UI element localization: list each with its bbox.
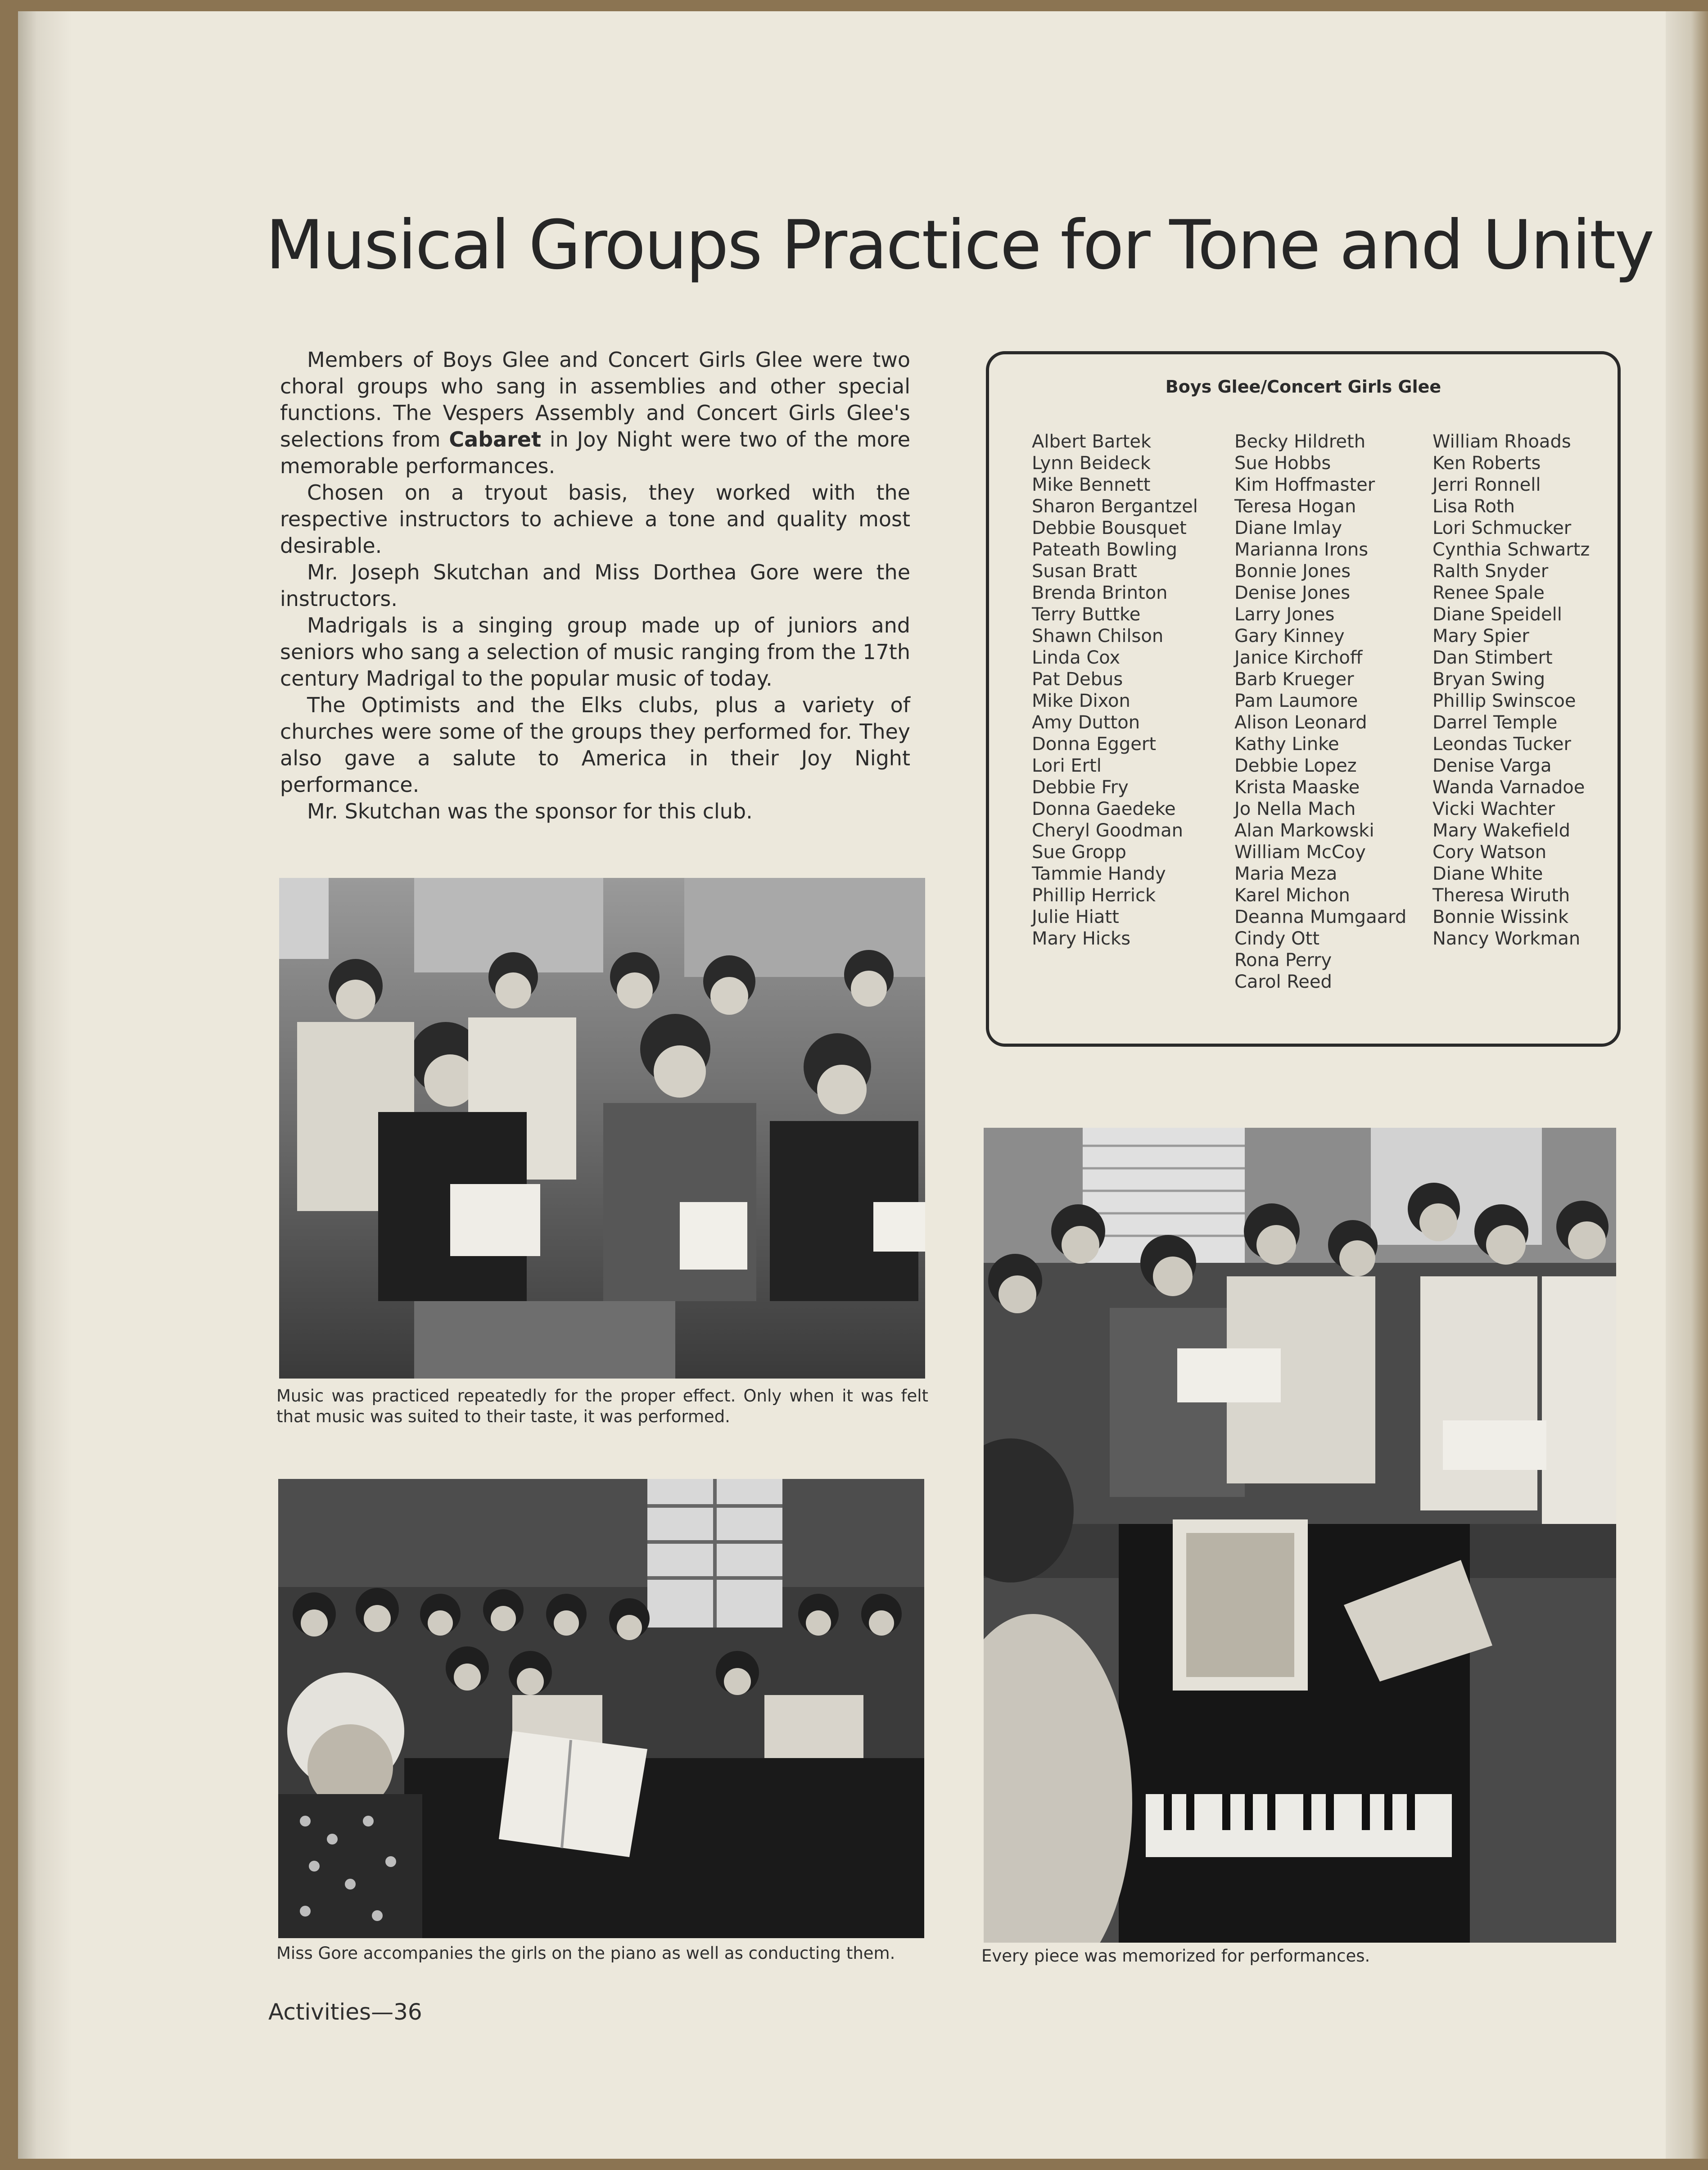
roster-name: Denise Jones	[1234, 583, 1351, 603]
caption-photo-2: Miss Gore accompanies the girls on the piano as well as conducting them.	[276, 1944, 895, 1963]
roster-name: Bonnie Wissink	[1432, 907, 1569, 927]
roster-name: Lisa Roth	[1432, 496, 1515, 517]
roster-name: Shawn Chilson	[1032, 626, 1164, 646]
roster-name: Nancy Workman	[1432, 928, 1581, 949]
page-folio: Activities—36	[268, 1999, 422, 2025]
roster-name: Diane White	[1432, 863, 1543, 884]
roster-name: Darrel Temple	[1432, 712, 1558, 733]
roster-name: Cynthia Schwartz	[1432, 539, 1590, 560]
roster-name: Cory Watson	[1432, 842, 1547, 863]
photo-girls-piano	[278, 1479, 924, 1938]
roster-name: Teresa Hogan	[1234, 496, 1356, 517]
paragraph-1: Members of Boys Glee and Concert Girls Glee were two choral groups who sang in assemblies and other special functions. The Vespers Assembly and Concert Girls Glee's selections from Cabaret in Joy Night were two of the more memorable performances.	[280, 348, 911, 478]
roster-name: Kathy Linke	[1234, 734, 1339, 755]
roster-name: Krista Maaske	[1234, 777, 1360, 798]
caption-photo-3: Every piece was memorized for performances.	[981, 1946, 1370, 1966]
paragraph-6: Mr. Skutchan was the sponsor for this club.	[307, 799, 753, 823]
roster-name: Pat Debus	[1032, 669, 1123, 690]
roster-name: Bryan Swing	[1432, 669, 1545, 690]
roster-name: Linda Cox	[1032, 647, 1121, 668]
roster-name: William Rhoads	[1432, 431, 1571, 452]
paragraph-3: Mr. Joseph Skutchan and Miss Dorthea Gore were the instructors.	[280, 560, 910, 611]
roster-name: Mary Wakefield	[1432, 820, 1571, 841]
roster-title: Boys Glee/Concert Girls Glee	[1165, 377, 1441, 397]
paragraph-4: Madrigals is a singing group made up of juniors and seniors who sang a selection of music ranging from the 17th century Madrigal to the popular music of today.	[280, 613, 910, 691]
roster-name: Sharon Bergantzel	[1032, 496, 1198, 517]
roster-name: Lori Schmucker	[1432, 518, 1572, 538]
paragraph-2: Chosen on a tryout basis, they worked with the respective instructors to achieve a tone and quality most desirable.	[280, 480, 910, 558]
roster-name: Dan Stimbert	[1432, 647, 1553, 668]
roster-name: Ralth Snyder	[1432, 561, 1549, 582]
roster-name: Gary Kinney	[1234, 626, 1345, 646]
roster-name: Denise Varga	[1432, 755, 1552, 776]
roster-name: Larry Jones	[1234, 604, 1335, 625]
roster-name: Alan Markowski	[1234, 820, 1374, 841]
roster-name: Kim Hoffmaster	[1234, 475, 1375, 495]
roster-name: Phillip Herrick	[1032, 885, 1156, 906]
roster-name: Amy Dutton	[1032, 712, 1140, 733]
page-title: Musical Groups Practice for Tone and Unity	[266, 206, 1654, 285]
caption-photo-1: Music was practiced repeatedly for the proper effect. Only when it was felt that music was suited to their taste, it was performed.	[276, 1386, 928, 1426]
roster-name: Diane Imlay	[1234, 518, 1342, 538]
roster-name: Carol Reed	[1234, 972, 1332, 992]
roster-name: Lori Ertl	[1032, 755, 1102, 776]
page-edge	[1666, 11, 1708, 2159]
cabaret-bold: Cabaret	[449, 427, 542, 452]
roster-name: Bonnie Jones	[1234, 561, 1351, 582]
roster-name: Maria Meza	[1234, 863, 1337, 884]
paragraph-5: The Optimists and the Elks clubs, plus a variety of churches were some of the groups they performed for. They also gave a salute to America in their Joy Night performance.	[280, 693, 910, 797]
photo-boys-at-piano	[984, 1128, 1616, 1943]
roster-column-1	[1032, 431, 1198, 949]
roster-name: Brenda Brinton	[1032, 583, 1168, 603]
roster-name: Janice Kirchoff	[1234, 647, 1363, 668]
roster-name: Tammie Handy	[1032, 863, 1166, 884]
roster-column-3	[1432, 431, 1590, 949]
roster-name: Donna Eggert	[1032, 734, 1156, 755]
roster-name: Albert Bartek	[1032, 431, 1152, 452]
article-body	[280, 347, 910, 825]
roster-name: Mary Spier	[1432, 626, 1529, 646]
page-binding	[18, 11, 72, 2159]
roster-name: Karel Michon	[1234, 885, 1350, 906]
roster-name: Phillip Swinscoe	[1432, 691, 1576, 711]
roster-name: Donna Gaedeke	[1032, 799, 1176, 819]
roster-name: Becky Hildreth	[1234, 431, 1366, 452]
roster-name: Terry Buttke	[1032, 604, 1141, 625]
roster-name: Vicki Wachter	[1432, 799, 1555, 819]
roster-name: Susan Bratt	[1032, 561, 1137, 582]
roster-name: William McCoy	[1234, 842, 1366, 863]
roster-name: Debbie Fry	[1032, 777, 1129, 798]
roster-name: Debbie Lopez	[1234, 755, 1357, 776]
roster-name: Ken Roberts	[1432, 453, 1541, 474]
roster-name: Cheryl Goodman	[1032, 820, 1183, 841]
roster-name: Jerri Ronnell	[1432, 475, 1541, 495]
roster-name: Mary Hicks	[1032, 928, 1131, 949]
roster-name: Jo Nella Mach	[1234, 799, 1356, 819]
roster-name: Marianna Irons	[1234, 539, 1369, 560]
roster-name: Lynn Beideck	[1032, 453, 1151, 474]
member-roster-box	[986, 351, 1621, 1047]
roster-name: Sue Hobbs	[1234, 453, 1331, 474]
roster-name: Wanda Varnadoe	[1432, 777, 1585, 798]
roster-name: Julie Hiatt	[1032, 907, 1119, 927]
roster-name: Alison Leonard	[1234, 712, 1367, 733]
roster-name: Barb Krueger	[1234, 669, 1354, 690]
roster-name: Debbie Bousquet	[1032, 518, 1187, 538]
roster-name: Pateath Bowling	[1032, 539, 1177, 560]
roster-name: Diane Speidell	[1432, 604, 1562, 625]
roster-name: Cindy Ott	[1234, 928, 1320, 949]
roster-name: Mike Dixon	[1032, 691, 1130, 711]
roster-name: Pam Laumore	[1234, 691, 1358, 711]
roster-name: Rona Perry	[1234, 950, 1332, 971]
roster-name: Theresa Wiruth	[1432, 885, 1570, 906]
roster-name: Sue Gropp	[1032, 842, 1126, 863]
roster-name: Leondas Tucker	[1432, 734, 1571, 755]
photo-boys-singing	[279, 878, 925, 1379]
roster-column-2	[1234, 431, 1406, 993]
roster-name: Mike Bennett	[1032, 475, 1151, 495]
roster-name: Renee Spale	[1432, 583, 1545, 603]
roster-name: Deanna Mumgaard	[1234, 907, 1407, 927]
